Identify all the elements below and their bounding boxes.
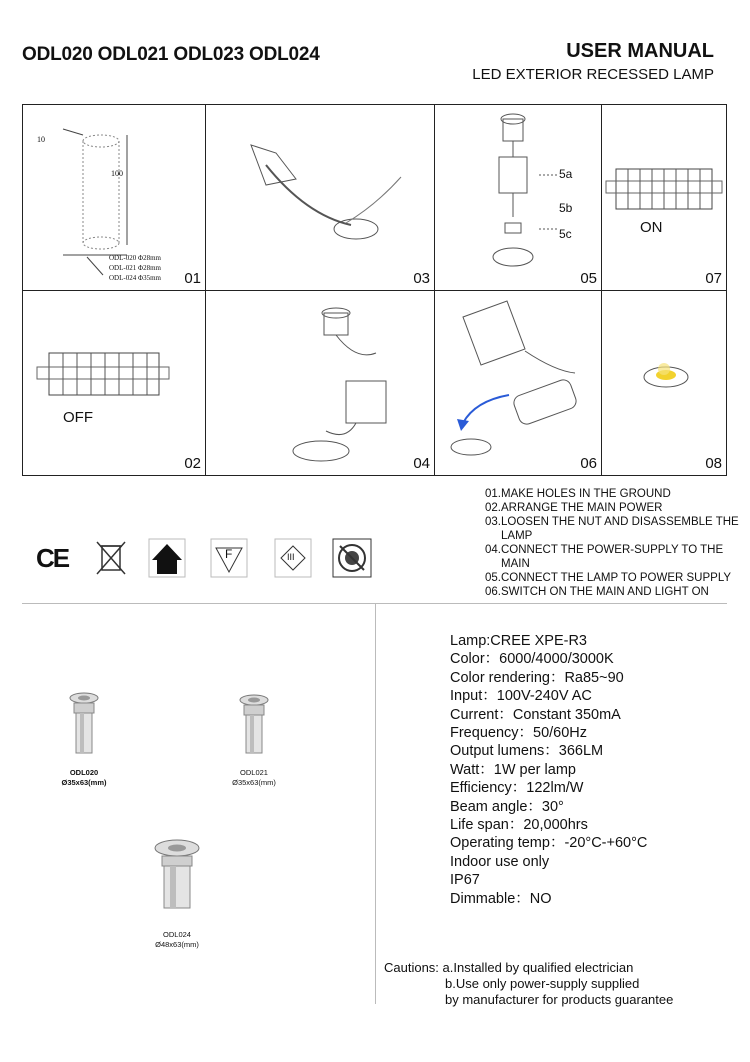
- manual-subtitle: LED EXTERIOR RECESSED LAMP: [472, 66, 714, 83]
- step-cell-03: [206, 105, 435, 291]
- no-dispose-icon: [332, 538, 370, 578]
- f-mark-text: F: [225, 547, 233, 561]
- instruction-grid: [22, 104, 727, 476]
- product-odl024-caption: [132, 930, 222, 950]
- connection-illustration: [435, 291, 602, 475]
- product-model: ODL020: [69, 768, 99, 777]
- step-number: 02: [184, 455, 201, 472]
- cautions: [384, 960, 673, 1008]
- step-cell-04: [206, 291, 435, 475]
- weee-bin-icon: [92, 538, 130, 578]
- product-odl020-image: [66, 690, 102, 765]
- caution-line: b.Use only power-supply supplied: [445, 976, 640, 991]
- light-on-illustration: [602, 291, 726, 475]
- disassembly-illustration: [435, 105, 602, 291]
- ce-mark-icon: CE: [36, 543, 69, 573]
- spec-current: Current：Constant 350mA: [450, 706, 621, 723]
- spec-output-lumens: Output lumens：366LM: [450, 743, 604, 760]
- callout-5c: 5c: [559, 227, 572, 241]
- spec-input: Input：100V-240V AC: [450, 688, 592, 705]
- manual-title: USER MANUAL: [566, 40, 714, 62]
- spec-frequency: Frequency：50/60Hz: [450, 725, 588, 742]
- step-number: 06: [580, 455, 597, 472]
- step-cell-05: [435, 105, 602, 291]
- step-text: LAMP: [501, 530, 533, 542]
- breaker-on-illustration: [602, 105, 726, 291]
- indoor-house-icon: [148, 538, 186, 578]
- product-odl021-caption: [209, 768, 299, 788]
- callout-5a: 5a: [559, 167, 573, 181]
- callout-5b: 5b: [559, 201, 573, 215]
- step-cell-02: [23, 291, 206, 475]
- step-cell-01: [23, 105, 206, 291]
- step-text: MAIN: [501, 558, 530, 570]
- height-dimension: 100: [111, 169, 123, 178]
- installation-steps: [485, 487, 740, 599]
- drilling-illustration: [206, 105, 435, 291]
- width-dimension: 10: [37, 135, 45, 144]
- step-number: 05: [580, 270, 597, 287]
- spec-efficiency: Efficiency：122lm/W: [450, 780, 584, 797]
- step-number: 04: [413, 455, 430, 472]
- dim-odl024: ODL-024 Φ35mm: [109, 274, 161, 282]
- product-size: Ø35x63(mm): [232, 778, 276, 787]
- dim-odl020: ODL-020 Φ28mm: [109, 254, 161, 262]
- product-size: Ø35x63(mm): [61, 778, 107, 787]
- step-text: 04.CONNECT THE POWER-SUPPLY TO THE: [485, 544, 724, 556]
- spec-indoor: Indoor use only: [450, 853, 550, 870]
- breaker-off-illustration: [23, 291, 206, 475]
- spec-life-span: Life span：20,000hrs: [450, 817, 588, 834]
- step-number: 08: [705, 455, 722, 472]
- column-divider: [375, 604, 376, 1004]
- spec-ip-rating: IP67: [450, 872, 480, 889]
- f-mark-icon: [210, 538, 248, 578]
- step-cell-07: [602, 105, 726, 291]
- step-cell-06: [435, 291, 602, 475]
- spec-dimmable: Dimmable：NO: [450, 890, 552, 907]
- step-number: 07: [705, 270, 722, 287]
- caution-line: Cautions: a.Installed by qualified electrician: [384, 960, 634, 975]
- step-text: 03.LOOSEN THE NUT AND DISASSEMBLE THE: [485, 516, 739, 528]
- spec-lamp: Lamp:CREE XPE-R3: [450, 633, 587, 649]
- product-model: ODL021: [240, 768, 268, 777]
- product-odl020-caption: [39, 768, 129, 788]
- caution-line: by manufacturer for products guarantee: [445, 992, 674, 1007]
- spec-beam-angle: Beam angle：30°: [450, 798, 564, 815]
- step-cell-08: [602, 291, 726, 475]
- spec-watt: Watt：1W per lamp: [450, 761, 576, 778]
- product-size: Ø48x63(mm): [155, 940, 199, 949]
- product-odl024-image: [152, 838, 202, 919]
- step-text: 06.SWITCH ON THE MAIN AND LIGHT ON: [485, 586, 709, 598]
- step-text: 02.ARRANGE THE MAIN POWER: [485, 502, 663, 514]
- product-odl021-image: [236, 692, 272, 767]
- dim-odl021: ODL-021 Φ28mm: [109, 264, 161, 272]
- class-iii-text: III: [287, 552, 295, 562]
- spec-color-rendering: Color rendering：Ra85~90: [450, 669, 624, 686]
- spec-list: [450, 632, 647, 908]
- product-model: ODL024: [163, 930, 191, 939]
- step-text: 01.MAKE HOLES IN THE GROUND: [485, 488, 671, 500]
- spec-operating-temp: Operating temp：-20°C-+60°C: [450, 835, 648, 852]
- switch-off-label: OFF: [63, 409, 93, 426]
- step-number: 03: [413, 270, 430, 287]
- wiring-illustration: [206, 291, 435, 475]
- class-iii-icon: [274, 538, 312, 578]
- switch-on-label: ON: [640, 219, 663, 236]
- step-number: 01: [184, 270, 201, 287]
- step-text: 05.CONNECT THE LAMP TO POWER SUPPLY: [485, 572, 732, 584]
- spec-color: Color：6000/4000/3000K: [450, 651, 614, 668]
- model-list: ODL020 ODL021 ODL023 ODL024: [22, 44, 320, 65]
